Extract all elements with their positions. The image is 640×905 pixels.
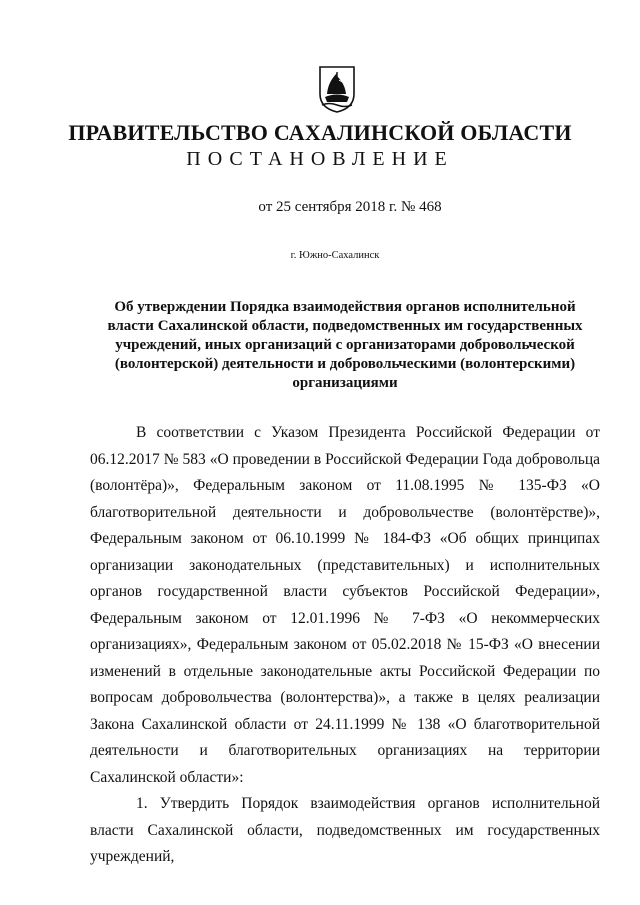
document-city: г. Южно-Сахалинск <box>290 250 380 261</box>
government-title: ПРАВИТЕЛЬСТВО САХАЛИНСКОЙ ОБЛАСТИ <box>68 120 572 145</box>
document-type: ПОСТАНОВЛЕНИЕ <box>186 148 454 170</box>
document-body <box>90 420 600 871</box>
document-date-number: от 25 сентября 2018 г. № 468 <box>258 199 442 215</box>
preamble-paragraph: В соответствии с Указом Президента Российской Федерации от 06.12.2017 № 583 «О проведении в Российской Федерации Года добровольца (волонтёра)», Федеральным законом от 11.08.1995 № 135-ФЗ «О благотворительной деятельности и добровольчестве (волонтёрстве)», Федеральным законом от 06.10.1999 № 184-ФЗ «Об общих принципах организации законодательных (представительных) и исполнительных органов государственной власти субъектов Российской Федерации», Федеральным законом от 12.01.1996 № 7-ФЗ «О некоммерческих организациях», Федеральным законом от 05.02.2018 № 15-ФЗ «О внесении изменений в отдельные законодательные акты Российской Федерации по вопросам добровольчества (волонтерства)», а также в целях реализации Закона Сахалинской области от 24.11.1999 № 138 «О благотворительной деятельности и благотворительных организациях на территории Сахалинской области»: <box>90 424 600 786</box>
document-subject: Об утверждении Порядка взаимодействия органов исполнительной власти Сахалинской области, подведомственных им государственных учреждений, иных организаций с организаторами добровольческой (волонтерской) деятельности и добровольческими (волонтерскими) организациями <box>107 299 583 391</box>
item-1-paragraph: 1. Утвердить Порядок взаимодействия органов исполнительной власти Сахалинской области, подведомственных им государственных учреждений, <box>90 795 600 865</box>
sakhalin-coat-of-arms-icon <box>317 64 357 114</box>
